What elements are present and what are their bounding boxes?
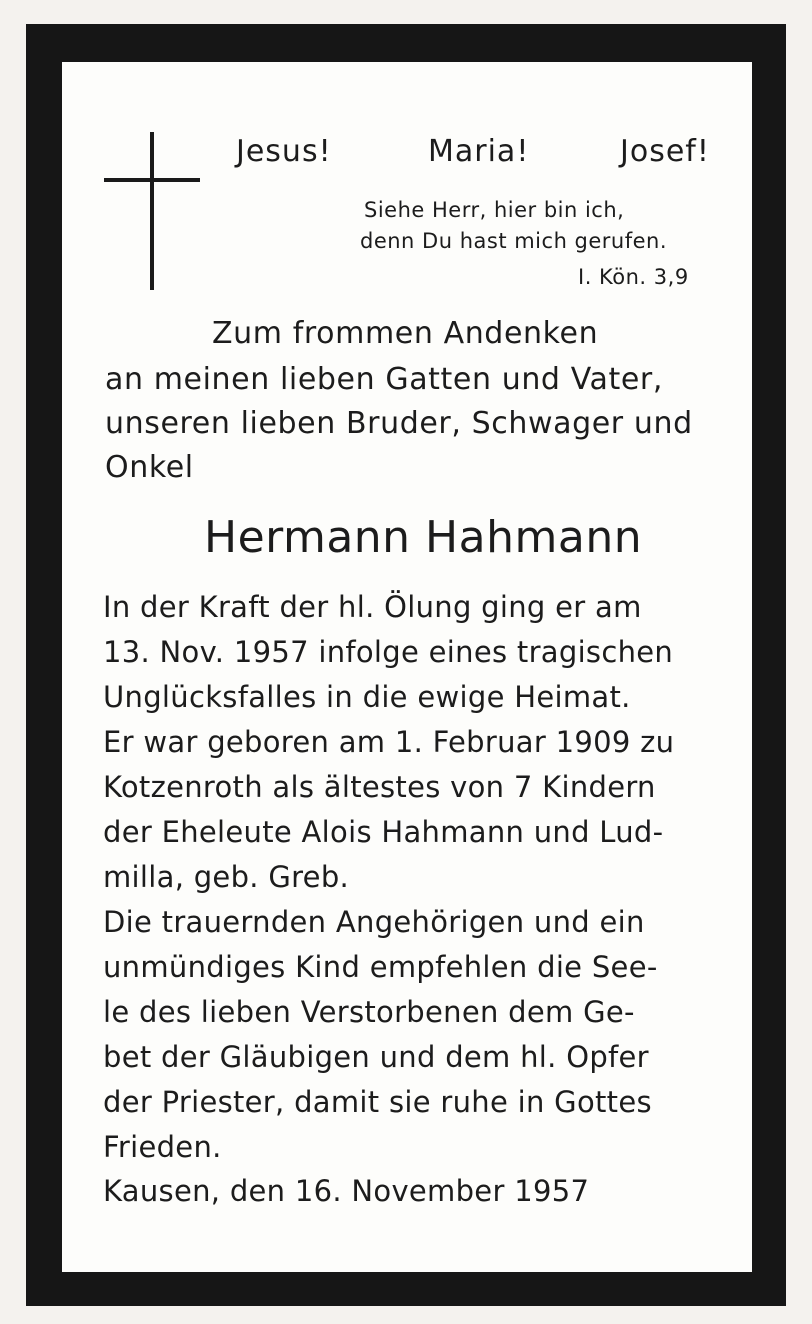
intro-line-1: Zum frommen Andenken <box>212 316 599 351</box>
invocation-maria: Maria! <box>428 134 530 169</box>
body-line: unmündiges Kind empfehlen die See- <box>103 950 658 984</box>
verse-reference: I. Kön. 3,9 <box>578 265 689 289</box>
body-line: milla, geb. Greb. <box>103 860 350 894</box>
body-line: Kotzenroth als ältestes von 7 Kindern <box>103 770 656 804</box>
cross-vertical-beam <box>150 132 154 290</box>
body-line: der Eheleute Alois Hahmann und Lud- <box>103 815 664 849</box>
body-line: Er war geboren am 1. Februar 1909 zu <box>103 725 675 759</box>
body-line: In der Kraft der hl. Ölung ging er am <box>103 590 642 624</box>
intro-line-2: an meinen lieben Gatten und Vater, <box>105 362 663 397</box>
cross-horizontal-beam <box>104 178 200 182</box>
body-line: Frieden. <box>103 1130 222 1164</box>
body-line: bet der Gläubigen und dem hl. Opfer <box>103 1040 649 1074</box>
intro-line-3: unseren lieben Bruder, Schwager und <box>105 406 693 441</box>
invocation-josef: Josef! <box>620 134 710 169</box>
deceased-name: Hermann Hahmann <box>204 512 643 563</box>
body-line: Die trauernden Angehörigen und ein <box>103 905 645 939</box>
invocation-jesus: Jesus! <box>236 134 332 169</box>
body-line: 13. Nov. 1957 infolge eines tragischen <box>103 635 674 669</box>
body-line: le des lieben Verstorbenen dem Ge- <box>103 995 635 1029</box>
verse-line-2: denn Du hast mich gerufen. <box>360 229 668 253</box>
closing-place-date: Kausen, den 16. November 1957 <box>103 1174 590 1208</box>
intro-line-4: Onkel <box>105 450 194 485</box>
body-line: Unglücksfalles in die ewige Heimat. <box>103 680 631 714</box>
verse-line-1: Siehe Herr, hier bin ich, <box>364 198 625 222</box>
body-line: der Priester, damit sie ruhe in Gottes <box>103 1085 652 1119</box>
